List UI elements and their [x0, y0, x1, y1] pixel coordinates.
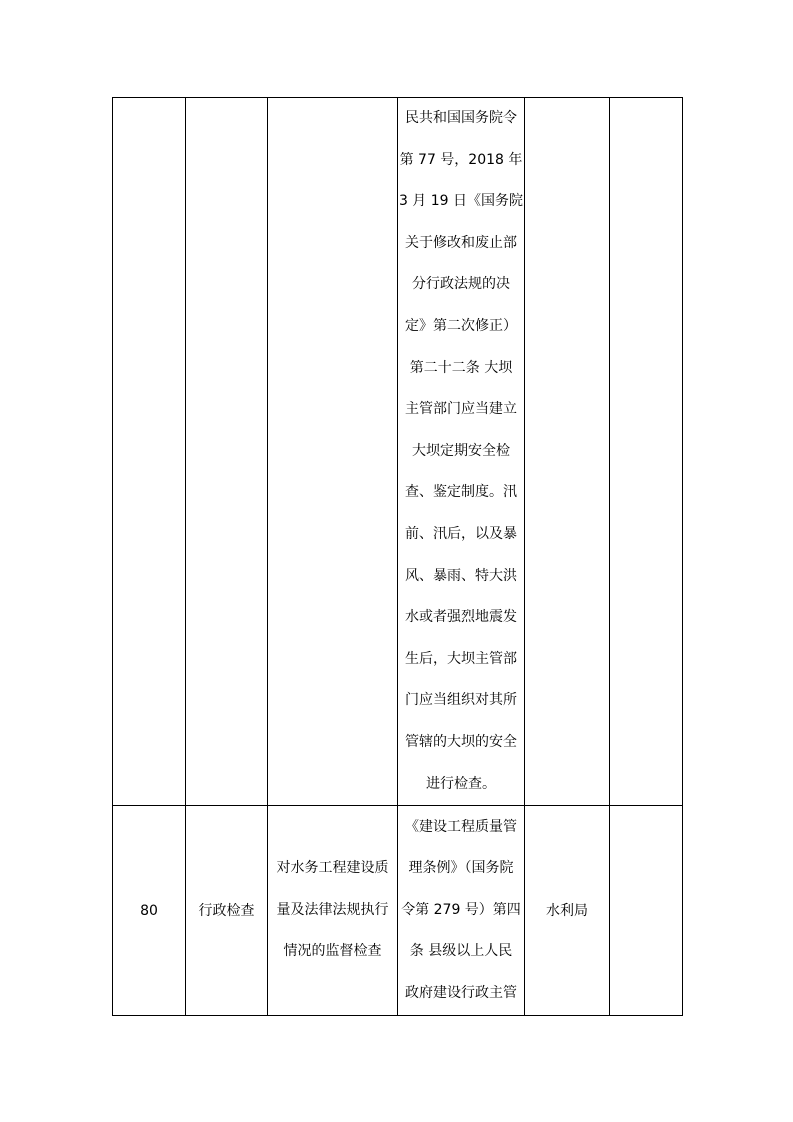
- cell-remark: [610, 806, 683, 1016]
- text-line: 关于修改和废止部: [405, 234, 517, 251]
- legal-basis-lines: [398, 98, 524, 805]
- text-line: 分行政法规的决: [412, 276, 510, 293]
- cell-category: [186, 98, 268, 806]
- cell-department: 水利局: [525, 806, 610, 1016]
- text-line: 门应当组织对其所: [405, 692, 517, 709]
- text-line: 第 77 号，2018 年: [399, 151, 523, 168]
- text-line: 进行检查。: [426, 775, 496, 792]
- text-line: 民共和国国务院令: [405, 110, 517, 126]
- text-line: 量及法律法规执行: [276, 901, 389, 918]
- text-line: 第二十二条 大坝: [409, 359, 513, 376]
- table-row-continued: [113, 98, 683, 806]
- text-line: 条 县级以上人民: [409, 943, 513, 960]
- cell-number: [113, 98, 186, 806]
- text-line: 前、汛后，以及暴: [405, 525, 517, 542]
- text-line: 风、暴雨、特大洪: [405, 567, 517, 584]
- text-line: 《建设工程质量管: [405, 818, 517, 835]
- text-line: 水或者强烈地震发: [405, 609, 517, 626]
- cell-number: 80: [113, 806, 186, 1016]
- text-line: 主管部门应当建立: [405, 401, 517, 418]
- text-line: 查、鉴定制度。汛: [405, 484, 517, 501]
- cell-department: [525, 98, 610, 806]
- table-row-80: [113, 806, 683, 1016]
- text-line: 理条例》（国务院: [408, 860, 514, 877]
- text-line: 管辖的大坝的安全: [405, 733, 517, 750]
- cell-category: 行政检查: [186, 806, 268, 1016]
- text-line: 生后，大坝主管部: [405, 650, 517, 667]
- cell-legal-basis: [398, 98, 525, 806]
- text-line: 令第 279 号）第四: [401, 901, 521, 918]
- text-line: 3 月 19 日《国务院: [398, 193, 524, 210]
- text-line: 情况的监督检查: [283, 943, 382, 960]
- cell-remark: [610, 98, 683, 806]
- text-line: 政府建设行政主管: [405, 984, 517, 1001]
- text-line: 对水务工程建设质: [276, 860, 389, 877]
- cell-legal-basis: [398, 806, 525, 1016]
- text-line: 大坝定期安全检: [412, 442, 510, 459]
- cell-matter: [268, 98, 398, 806]
- administrative-matters-table: [112, 97, 683, 1016]
- text-line: 定》第二次修正）: [405, 317, 517, 334]
- matter-lines: [268, 848, 397, 973]
- cell-matter: [268, 806, 398, 1016]
- legal-basis-lines: [398, 807, 524, 1015]
